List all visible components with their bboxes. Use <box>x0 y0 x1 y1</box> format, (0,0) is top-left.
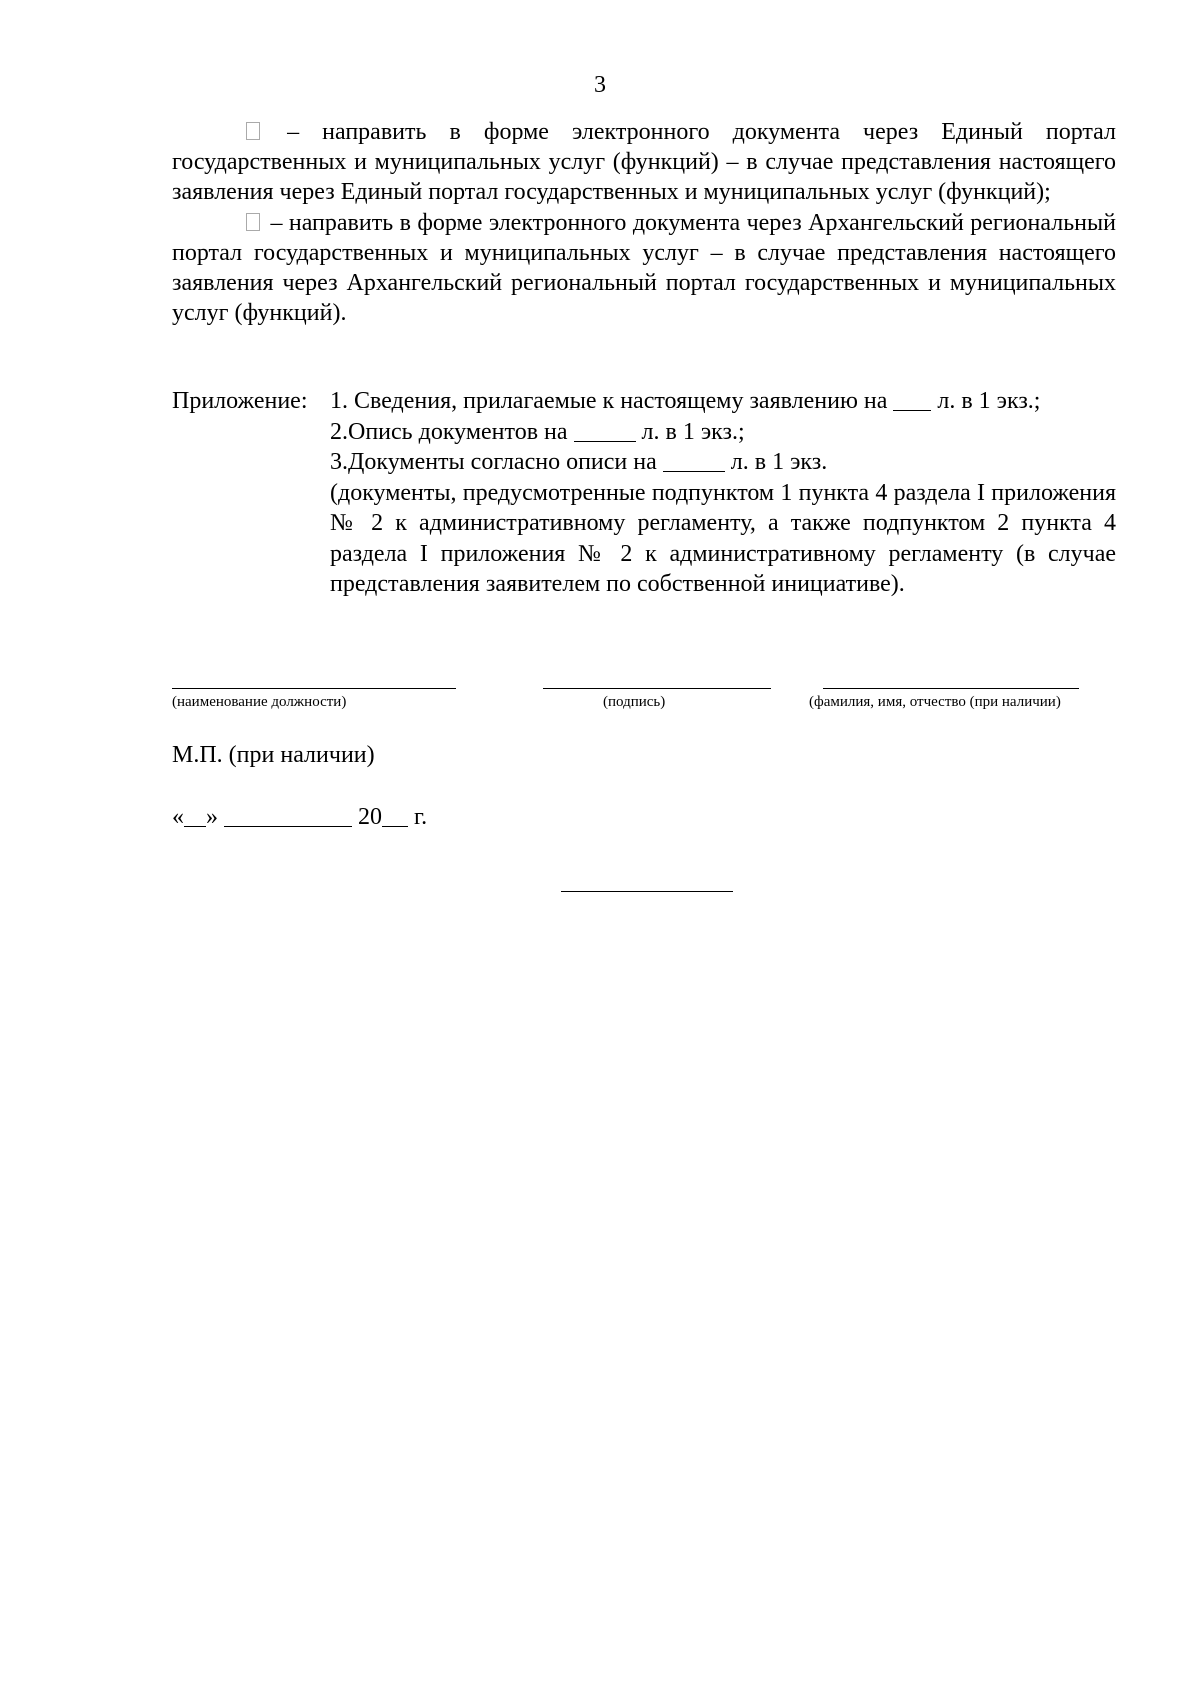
date-close-quote: » <box>206 804 218 830</box>
signature-line[interactable] <box>543 688 771 689</box>
attachment-item-1-pages-blank[interactable] <box>893 388 931 411</box>
name-caption: (фамилия, имя, отчество (при наличии) <box>809 694 1061 710</box>
attachment-item-2-prefix: 2.Опись документов на <box>330 418 568 445</box>
attachments-list <box>330 386 1116 600</box>
year-suffix: г. <box>414 804 428 830</box>
attachment-item-2 <box>330 417 1116 448</box>
signature-caption: (подпись) <box>603 694 666 710</box>
option-epgu-marker: – <box>287 119 300 145</box>
attachment-item-1-prefix: 1. Сведения, прилагаемые к настоящему заявлению на <box>330 388 888 414</box>
name-signature-line[interactable] <box>823 688 1079 689</box>
option-regional-text: направить в форме электронного документа через Архангельский региональный портал государственных и муниципальных услуг – в случае представления настоящего заявления через Архангельский региональный портал государственных и муниципальных услуг (функций). <box>172 209 1116 327</box>
year-prefix: 20 <box>358 804 382 830</box>
month-blank[interactable] <box>224 804 352 827</box>
option-epgu <box>172 117 1116 208</box>
attachment-item-3-suffix: л. в 1 экз. <box>730 449 828 475</box>
attachment-item-3 <box>330 447 1116 478</box>
end-divider <box>561 891 733 892</box>
position-signature-line[interactable] <box>172 688 456 689</box>
year-blank[interactable] <box>382 804 408 827</box>
attachment-item-1 <box>330 386 1116 417</box>
attachments-note: (документы, предусмотренные подпунктом 1 пункта 4 раздела I приложения № 2 к административному регламенту, а также подпунктом 2 пункта 4 раздела I приложения № 2 к административному регламенту (в случае представления заявителем по собственной инициативе). <box>330 479 1116 597</box>
delivery-options <box>172 117 1116 328</box>
attachment-item-2-suffix: л. в 1 экз.; <box>641 418 745 445</box>
checkbox-epgu[interactable] <box>246 122 260 140</box>
option-epgu-text: направить в форме электронного документа через Единый портал государственных и муниципальных услуг (функций) – в случае представления настоящего заявления через Единый портал государственных и муниципальных услуг (функций); <box>172 119 1117 206</box>
option-regional-portal <box>172 208 1116 329</box>
checkbox-regional-portal[interactable] <box>246 213 260 231</box>
attachments-label: Приложение: <box>172 388 308 414</box>
attachment-item-2-pages-blank[interactable] <box>574 419 636 442</box>
date-line <box>172 802 427 832</box>
attachment-item-3-prefix: 3.Документы согласно описи на <box>330 449 657 475</box>
option-regional-marker: – <box>270 209 283 236</box>
attachment-item-1-suffix: л. в 1 экз.; <box>937 388 1041 414</box>
position-caption: (наименование должности) <box>172 694 347 710</box>
attachment-item-3-pages-blank[interactable] <box>663 449 725 472</box>
page-number: 3 <box>594 72 606 98</box>
seal-text: М.П. (при наличии) <box>172 742 375 768</box>
day-blank[interactable] <box>184 804 206 827</box>
date-open-quote: « <box>172 804 184 830</box>
